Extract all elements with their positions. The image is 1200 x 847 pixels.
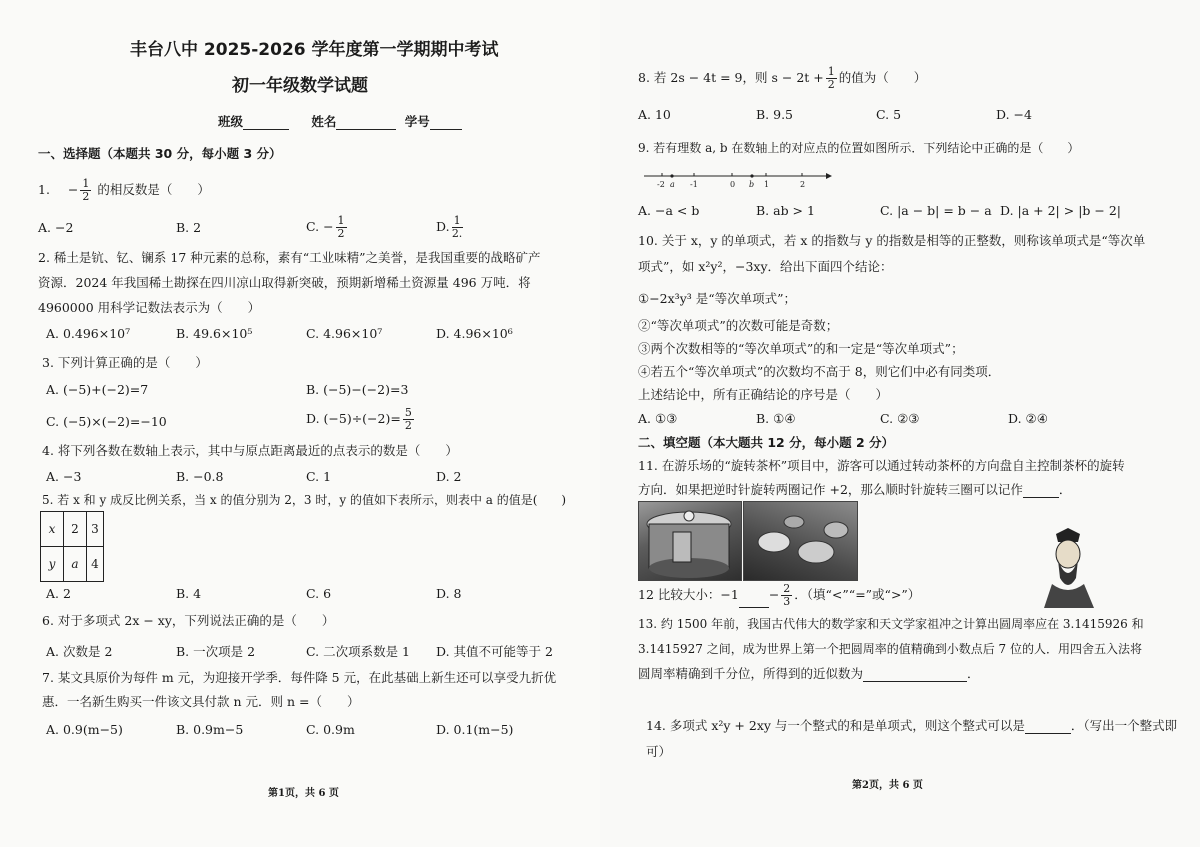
q1-stem: 的相反数是（ ） bbox=[97, 182, 210, 197]
q10-option-c[interactable]: C. ②③ bbox=[880, 411, 920, 426]
q6-option-d[interactable]: D. 其值不可能等于 2 bbox=[436, 644, 553, 659]
q10-statement-4: ④若五个“等次单项式”的次数均不高于 8，则它们中必有同类项． bbox=[638, 364, 1001, 379]
q1-number: 1. bbox=[38, 182, 50, 197]
page-footer-2: 第2页，共 6 页 bbox=[852, 780, 923, 791]
axis-label: 1 bbox=[764, 180, 770, 189]
q3-option-d[interactable]: D. (−5)÷(−2)= $\frac{5}{2}$ bbox=[306, 406, 412, 432]
portrait-icon bbox=[1038, 526, 1098, 608]
q1-fraction: $\frac{1}{2}$ bbox=[82, 177, 90, 203]
q13-answer-blank[interactable] bbox=[863, 669, 967, 682]
axis-label: 0 bbox=[730, 180, 736, 189]
q5-option-a[interactable]: A. 2 bbox=[46, 586, 71, 601]
q1-option-c[interactable]: C. − $\frac{1}{2}$ bbox=[306, 214, 345, 240]
exam-page-2 bbox=[600, 0, 1200, 847]
q12-answer-blank[interactable] bbox=[739, 595, 769, 608]
name-blank[interactable] bbox=[336, 117, 396, 130]
q2-option-b[interactable]: B. 49.6×10⁵ bbox=[176, 326, 253, 341]
q11-line-2: 方向．如果把逆时针旋转两圈记作 +2，那么顺时针旋转三圈可以记作 ． bbox=[638, 482, 1072, 497]
q5-option-c[interactable]: C. 6 bbox=[306, 586, 332, 601]
q14-answer-blank[interactable] bbox=[1025, 721, 1071, 734]
q5-option-d[interactable]: D. 8 bbox=[436, 586, 462, 601]
q13-line-3: 圆周率精确到千分位，所得到的近似数为 ． bbox=[638, 666, 980, 681]
q2-line-1: 2. 稀土是钪、钇、镧系 17 种元素的总称，素有“工业味精”之美誉，是我国重要的战略矿产 bbox=[38, 250, 541, 265]
q9-stem: 9. 若有理数 a, b 在数轴上的对应点的位置如图所示．下列结论中正确的是（ ） bbox=[638, 141, 1080, 155]
question-8: 8. 若 2s − 4t = 9，则 s − 2t + $\frac{1}{2}$ 的值为（ ） bbox=[638, 65, 927, 91]
q3-option-b[interactable]: B. (−5)−(−2)=3 bbox=[306, 382, 409, 397]
point-b bbox=[750, 174, 753, 177]
id-blank[interactable] bbox=[430, 117, 462, 130]
teacup-illustration-icon bbox=[639, 502, 741, 580]
q2-option-d[interactable]: D. 4.96×10⁶ bbox=[436, 326, 513, 341]
zu-chongzhi-portrait bbox=[1038, 526, 1098, 608]
q5-option-b[interactable]: B. 4 bbox=[176, 586, 202, 601]
exam-title: 丰台八中 2025-2026 学年度第一学期期中考试 bbox=[130, 40, 499, 60]
q13-line-2: 3.1415927 之间，成为世界上第一个把圆周率的值精确到小数点后 7 位的人．用四舍五入法将 bbox=[638, 642, 1142, 656]
q8-option-d[interactable]: D. −4 bbox=[996, 107, 1032, 122]
q10-ask: 上述结论中，所有正确结论的序号是（ ） bbox=[638, 387, 889, 402]
table-cell: 3 bbox=[87, 512, 104, 547]
q10-statement-3: ③两个次数相等的“等次单项式”的和一定是“等次单项式”； bbox=[638, 341, 964, 356]
question-12: 12 比较大小：−1 − $\frac{2}{3}$ ．（填“<”“=”或“>”） bbox=[638, 582, 921, 608]
q10-line-1: 10. 关于 x，y 的单项式，若 x 的指数与 y 的指数是相等的正整数，则称该单项式是“等次单 bbox=[638, 233, 1146, 248]
q4-option-c[interactable]: C. 1 bbox=[306, 469, 332, 484]
q7-line-2: 惠．一名新生购买一件该文具付款 n 元．则 n =（ ） bbox=[42, 694, 360, 709]
table-cell: 4 bbox=[87, 547, 104, 582]
q8-option-b[interactable]: B. 9.5 bbox=[756, 107, 794, 122]
q4-stem: 4. 将下列各数在数轴上表示，其中与原点距离最近的点表示的数是（ ） bbox=[42, 443, 458, 458]
q3-option-c[interactable]: C. (−5)×(−2)=−10 bbox=[46, 414, 167, 429]
q10-option-a[interactable]: A. ①③ bbox=[638, 411, 678, 426]
table-cell: x bbox=[41, 512, 64, 547]
q1-option-d[interactable]: D. $\frac{1}{2.}$ bbox=[436, 214, 463, 240]
q10-option-b[interactable]: B. ①④ bbox=[756, 411, 796, 426]
exam-subtitle: 初一年级数学试题 bbox=[232, 76, 368, 96]
q14-line-2: 可） bbox=[646, 744, 672, 759]
q11-line-1: 11. 在游乐场的“旋转茶杯”项目中，游客可以通过转动茶杯的方向盘自主控制茶杯的旋转 bbox=[638, 458, 1125, 473]
section-fill-header: 二、填空题（本大题共 12 分，每小题 2 分） bbox=[638, 435, 895, 450]
q10-option-d[interactable]: D. ②④ bbox=[1008, 411, 1048, 426]
question-1 bbox=[38, 178, 210, 203]
q4-option-a[interactable]: A. −3 bbox=[46, 469, 82, 484]
q7-option-c[interactable]: C. 0.9m bbox=[306, 722, 355, 737]
table-row bbox=[41, 547, 104, 582]
q2-line-3: 4960000 用科学记数法表示为（ ） bbox=[38, 300, 261, 315]
q1-minus: − bbox=[67, 182, 79, 197]
page-footer-1: 第1页，共 6 页 bbox=[268, 788, 339, 799]
q6-stem: 6. 对于多项式 2x − xy，下列说法正确的是（ ） bbox=[42, 613, 335, 628]
q8-option-a[interactable]: A. 10 bbox=[638, 107, 671, 122]
id-label: 学号 bbox=[404, 114, 430, 129]
q9-option-b[interactable]: B. ab > 1 bbox=[756, 203, 815, 218]
q4-option-b[interactable]: B. −0.8 bbox=[176, 469, 224, 484]
q13-line-1: 13. 约 1500 年前，我国古代伟大的数学家和天文学家祖冲之计算出圆周率应在 3.1415926 和 bbox=[638, 617, 1144, 631]
table-row bbox=[41, 512, 104, 547]
number-line-arrow bbox=[826, 173, 832, 179]
q5-stem: 5. 若 x 和 y 成反比例关系，当 x 的值分别为 2，3 时，y 的值如下表所示，则表中 a 的值是( ) bbox=[42, 493, 567, 507]
q6-option-a[interactable]: A. 次数是 2 bbox=[46, 644, 113, 659]
q3-option-a[interactable]: A. (−5)+(−2)=7 bbox=[46, 382, 149, 397]
table-cell: 2 bbox=[64, 512, 87, 547]
q14-line-1: 14. 多项式 x²y + 2xy 与一个整式的和是单项式，则这个整式可以是 ．（写出一个整式即 bbox=[646, 718, 1178, 733]
axis-label: -1 bbox=[690, 180, 698, 189]
q10-line-2: 项式”，如 x²y²，−3xy．给出下面四个结论： bbox=[638, 259, 893, 274]
q8-option-c[interactable]: C. 5 bbox=[876, 107, 902, 122]
q6-option-c[interactable]: C. 二次项系数是 1 bbox=[306, 644, 410, 659]
q2-option-a[interactable]: A. 0.496×10⁷ bbox=[46, 326, 131, 341]
q11-answer-blank[interactable] bbox=[1023, 485, 1059, 498]
name-label: 姓名 bbox=[311, 114, 337, 129]
q9-option-c[interactable]: C. |a − b| = b − a bbox=[880, 203, 992, 218]
q7-option-b[interactable]: B. 0.9m−5 bbox=[176, 722, 244, 737]
q7-option-a[interactable]: A. 0.9(m−5) bbox=[46, 722, 123, 737]
q6-option-b[interactable]: B. 一次项是 2 bbox=[176, 644, 256, 659]
q5-table bbox=[40, 511, 104, 582]
q9-option-a[interactable]: A. −a < b bbox=[638, 203, 700, 218]
teacup-ride-photo-1 bbox=[638, 501, 742, 581]
q3-stem: 3. 下列计算正确的是（ ） bbox=[42, 355, 208, 370]
q1-option-a[interactable]: A. −2 bbox=[38, 220, 74, 235]
point-a bbox=[670, 174, 673, 177]
section-choice-header: 一、选择题（本题共 30 分，每小题 3 分） bbox=[38, 146, 282, 161]
axis-label: 2 bbox=[800, 180, 806, 189]
class-label: 班级 bbox=[218, 114, 244, 129]
q4-option-d[interactable]: D. 2 bbox=[436, 469, 462, 484]
q7-line-1: 7. 某文具原价为每件 m 元，为迎接开学季．每件降 5 元，在此基础上新生还可以享受九折优 bbox=[42, 670, 557, 685]
table-cell: a bbox=[64, 547, 87, 582]
q8-fraction: $\frac{1}{2}$ bbox=[827, 65, 835, 91]
q9-option-d[interactable]: D. |a + 2| > |b − 2| bbox=[1000, 203, 1121, 218]
q1-option-b[interactable]: B. 2 bbox=[176, 220, 202, 235]
number-line-figure bbox=[640, 168, 840, 192]
axis-label: b bbox=[749, 180, 755, 189]
q10-statement-1: ①−2x³y³ 是“等次单项式”； bbox=[638, 291, 797, 306]
class-blank[interactable] bbox=[243, 117, 289, 130]
teacups-scene-icon bbox=[744, 502, 857, 580]
axis-label: -2 bbox=[657, 180, 665, 189]
q2-option-c[interactable]: C. 4.96×10⁷ bbox=[306, 326, 383, 341]
teacup-ride-photo-2 bbox=[743, 501, 858, 581]
q7-option-d[interactable]: D. 0.1(m−5) bbox=[436, 722, 514, 737]
student-info-line bbox=[218, 114, 462, 130]
axis-label: a bbox=[670, 180, 675, 189]
q2-line-2: 资源．2024 年我国稀土勘探在四川凉山取得新突破，预期新增稀土资源量 496 万吨．将 bbox=[38, 275, 531, 290]
table-cell: y bbox=[41, 547, 64, 582]
q10-statement-2: ②“等次单项式”的次数可能是奇数； bbox=[638, 318, 839, 333]
